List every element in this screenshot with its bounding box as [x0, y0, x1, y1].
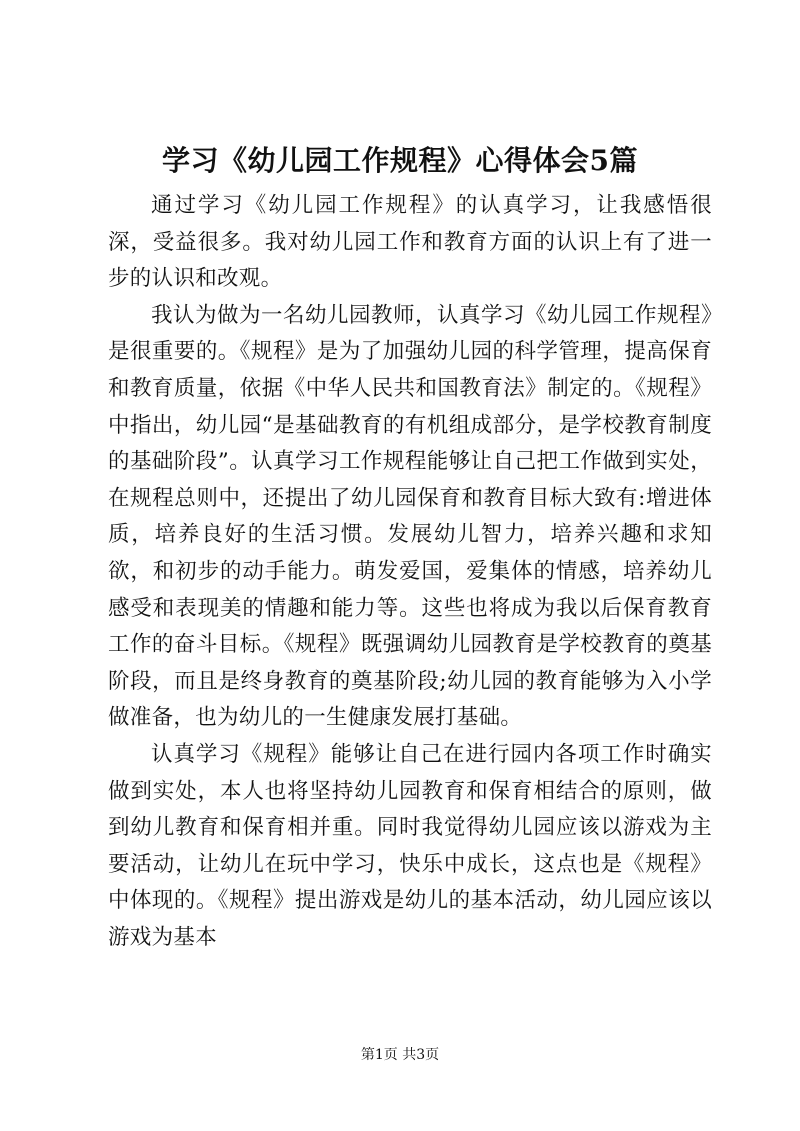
document-title: 学习《幼儿园工作规程》心得体会5篇	[162, 144, 638, 177]
page-number-footer: 第1页 共3页	[360, 1047, 440, 1063]
document-body	[108, 188, 712, 956]
paragraph-1: 通过学习《幼儿园工作规程》的认真学习，让我感悟很深，受益很多。我对幼儿园工作和教育方面的认识上有了进一步的认识和改观。	[108, 193, 712, 292]
paragraph-3: 认真学习《规程》能够让自己在进行园内各项工作时确实做到实处，本人也将坚持幼儿园教育和保育相结合的原则，做到幼儿教育和保育相并重。同时我觉得幼儿园应该以游戏为主要活动，让幼儿在玩中学习，快乐中成长，这点也是《规程》中体现的。《规程》提出游戏是幼儿的基本活动，幼儿园应该以游戏为基本	[108, 741, 712, 950]
paragraph-2: 我认为做为一名幼儿园教师，认真学习《幼儿园工作规程》是很重要的。《规程》是为了加强幼儿园的科学管理，提高保育和教育质量，依据《中华人民共和国教育法》制定的。《规程》中指出，幼儿园“是基础教育的有机组成部分，是学校教育制度的基础阶段”。认真学习工作规程能够让自己把工作做到实处，在规程总则中，还提出了幼儿园保育和教育目标大致有:增进体质，培养良好的生活习惯。发展幼儿智力，培养兴趣和求知欲，和初步的动手能力。萌发爱国，爱集体的情感，培养幼儿感受和表现美的情趣和能力等。这些也将成为我以后保育教育工作的奋斗目标。《规程》既强调幼儿园教育是学校教育的奠基阶段，而且是终身教育的奠基阶段;幼儿园的教育能够为入小学做准备，也为幼儿的一生健康发展打基础。	[108, 302, 712, 731]
